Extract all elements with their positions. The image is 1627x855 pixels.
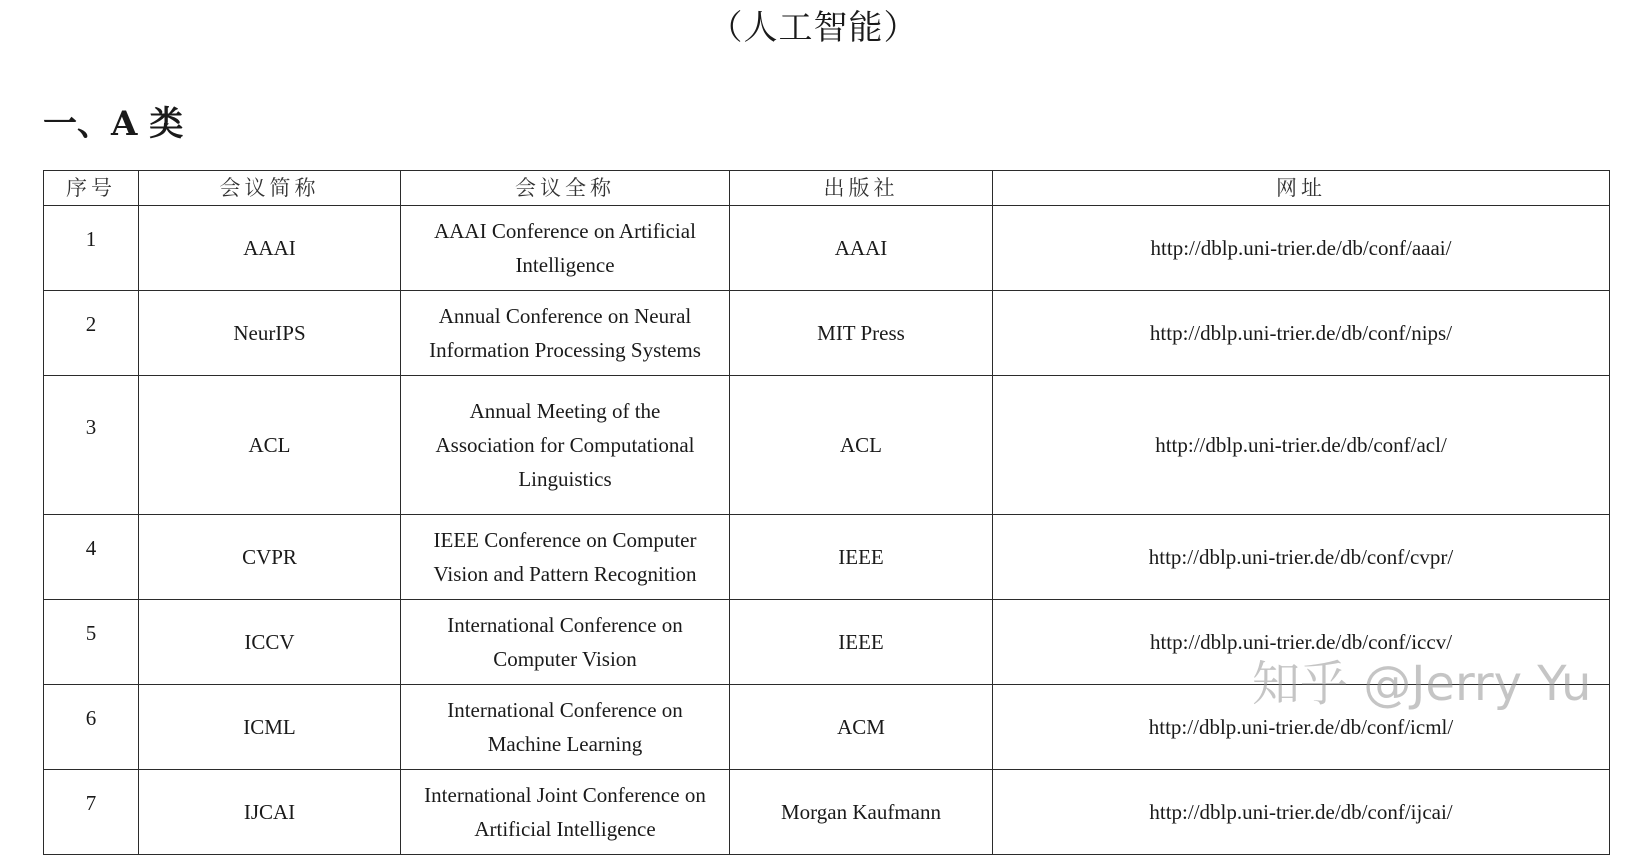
row-seq: 3 [44, 376, 139, 515]
full-name-line: International Joint Conference on [424, 783, 706, 807]
row-full-name [401, 600, 730, 685]
table-row [44, 206, 1610, 291]
row-seq: 6 [44, 685, 139, 770]
row-url[interactable]: http://dblp.uni-trier.de/db/conf/iccv/ [993, 600, 1610, 685]
full-name-line: IEEE Conference on Computer [433, 528, 697, 552]
table-row [44, 685, 1610, 770]
section-heading: 一、A 类 [43, 104, 184, 144]
row-publisher: ACL [730, 376, 993, 515]
row-seq: 5 [44, 600, 139, 685]
row-publisher: ACM [730, 685, 993, 770]
row-url[interactable]: http://dblp.uni-trier.de/db/conf/aaai/ [993, 206, 1610, 291]
header-publisher: 出版社 [730, 171, 993, 206]
row-full-name [401, 770, 730, 855]
header-abbr: 会议简称 [139, 171, 401, 206]
row-publisher: IEEE [730, 600, 993, 685]
row-seq: 4 [44, 515, 139, 600]
full-name-line: Vision and Pattern Recognition [433, 562, 697, 586]
table-row [44, 291, 1610, 376]
row-full-name [401, 685, 730, 770]
row-abbr: ICML [139, 685, 401, 770]
row-url[interactable]: http://dblp.uni-trier.de/db/conf/ijcai/ [993, 770, 1610, 855]
full-name-line: Computer Vision [493, 647, 637, 671]
row-publisher: AAAI [730, 206, 993, 291]
row-abbr: AAAI [139, 206, 401, 291]
header-url: 网址 [993, 171, 1610, 206]
row-seq: 1 [44, 206, 139, 291]
full-name-line: International Conference on [447, 613, 683, 637]
row-url[interactable]: http://dblp.uni-trier.de/db/conf/acl/ [993, 376, 1610, 515]
row-seq: 7 [44, 770, 139, 855]
row-url[interactable]: http://dblp.uni-trier.de/db/conf/cvpr/ [993, 515, 1610, 600]
row-publisher: MIT Press [730, 291, 993, 376]
full-name-line: Artificial Intelligence [474, 817, 656, 841]
row-seq: 2 [44, 291, 139, 376]
row-full-name [401, 291, 730, 376]
table-row [44, 376, 1610, 515]
full-name-line: Information Processing Systems [429, 338, 701, 362]
row-publisher: IEEE [730, 515, 993, 600]
header-full-name: 会议全称 [401, 171, 730, 206]
full-name-line: Linguistics [518, 467, 612, 491]
conference-table [43, 170, 1610, 855]
table-header-row [44, 171, 1610, 206]
row-abbr: NeurIPS [139, 291, 401, 376]
row-abbr: IJCAI [139, 770, 401, 855]
row-abbr: CVPR [139, 515, 401, 600]
page-title: （人工智能） [708, 8, 919, 48]
full-name-line: International Conference on [447, 698, 683, 722]
row-abbr: ACL [139, 376, 401, 515]
row-url[interactable]: http://dblp.uni-trier.de/db/conf/nips/ [993, 291, 1610, 376]
table-row [44, 770, 1610, 855]
row-full-name [401, 515, 730, 600]
full-name-line: Intelligence [515, 253, 615, 277]
row-abbr: ICCV [139, 600, 401, 685]
row-full-name [401, 206, 730, 291]
full-name-line: Annual Conference on Neural [438, 304, 692, 328]
table-row [44, 600, 1610, 685]
full-name-line: Association for Computational [435, 433, 695, 457]
header-seq: 序号 [44, 171, 139, 206]
watermark: 知乎 @Jerry Yu [1252, 656, 1592, 712]
full-name-line: AAAI Conference on Artificial [434, 219, 696, 243]
table-row [44, 515, 1610, 600]
full-name-line: Machine Learning [487, 732, 643, 756]
row-publisher: Morgan Kaufmann [730, 770, 993, 855]
row-full-name [401, 376, 730, 515]
row-url[interactable]: http://dblp.uni-trier.de/db/conf/icml/ [993, 685, 1610, 770]
full-name-line: Annual Meeting of the [469, 399, 661, 423]
